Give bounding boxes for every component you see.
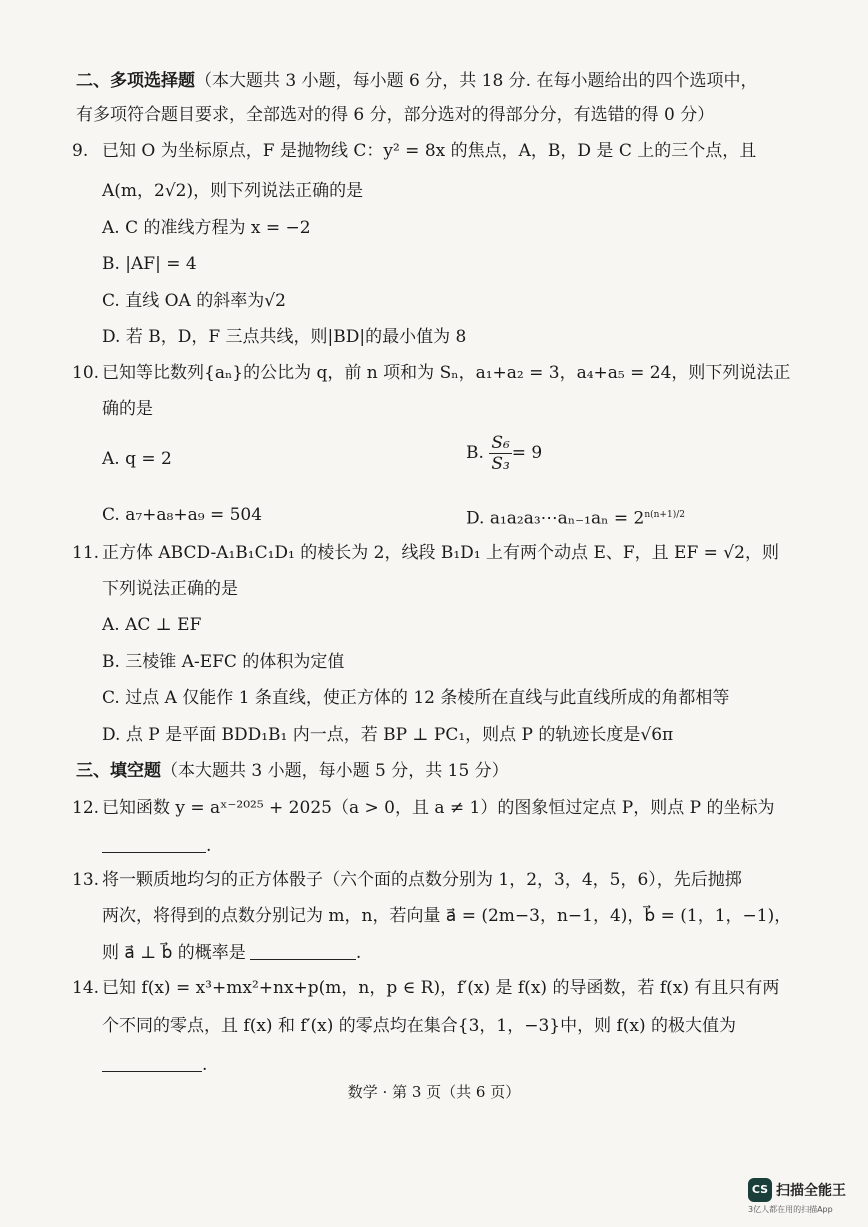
q11-number: 11. bbox=[72, 543, 100, 563]
q13-answer-line bbox=[102, 941, 361, 964]
q13-stem-1: 将一颗质地均匀的正方体骰子（六个面的点数分别为 1，2，3，4，5，6），先后抛掷 bbox=[102, 870, 742, 890]
q11-option-a: A. AC ⊥ EF bbox=[102, 615, 202, 635]
q13-number: 13. bbox=[72, 870, 100, 890]
q10-stem-1: 已知等比数列{aₙ}的公比为 q，前 n 项和为 Sₙ，a₁+a₂ = 3，a₄+a₅ = 24，则下列说法正 bbox=[102, 363, 791, 383]
q10-option-b-numerator: S₆ bbox=[491, 433, 510, 453]
q13-end: . bbox=[355, 943, 362, 963]
q14-answer-blank[interactable] bbox=[102, 1053, 202, 1072]
q9-stem-1: 已知 O 为坐标原点，F 是抛物线 C：y² = 8x 的焦点，A，B，D 是 C 上的三个点，且 bbox=[102, 141, 757, 161]
q12-answer-line bbox=[102, 834, 211, 857]
q12-line-1 bbox=[72, 797, 774, 819]
q14-line-1 bbox=[72, 977, 779, 999]
section-2-heading-line bbox=[76, 70, 758, 92]
q14-stem-2: 个不同的零点，且 f(x) 和 f′(x) 的零点均在集合{3，1，−3}中，则 f(x) 的极大值为 bbox=[102, 1016, 737, 1036]
q12-end: . bbox=[206, 836, 212, 856]
q14-answer-line bbox=[102, 1053, 207, 1076]
q10-option-c: C. a₇+a₈+a₉ = 504 bbox=[102, 505, 263, 525]
q11-option-b: B. 三棱锥 A-EFC 的体积为定值 bbox=[102, 652, 345, 672]
q9-option-b: B. |AF| = 4 bbox=[102, 254, 197, 274]
q10-option-d-text: D. a₁a₂a₃⋯aₙ₋₁aₙ = 2 bbox=[466, 508, 645, 529]
q10-stem-2: 确的是 bbox=[102, 399, 153, 419]
q9-number: 9. bbox=[72, 141, 89, 161]
q10-line-1 bbox=[72, 362, 790, 384]
q9-option-c: C. 直线 OA 的斜率为√2 bbox=[102, 291, 286, 311]
q9-line-1 bbox=[72, 140, 756, 162]
section-3-title: 三、填空题 bbox=[76, 761, 161, 781]
scanner-logo-badge: CS bbox=[748, 1178, 772, 1202]
q14-end: . bbox=[202, 1055, 208, 1075]
q14-stem-1: 已知 f(x) = x³+mx²+nx+p(m，n，p ∈ R)，f′(x) 是 f(x) 的导函数，若 f(x) 有且只有两 bbox=[102, 978, 780, 998]
q11-option-c: C. 过点 A 仅能作 1 条直线，使正方体的 12 条棱所在直线与此直线所成的角都相等 bbox=[102, 688, 730, 708]
q12-answer-blank[interactable] bbox=[102, 834, 206, 853]
q10-option-b bbox=[466, 432, 542, 474]
q10-option-d-exponent: n(n+1)/2 bbox=[644, 510, 685, 520]
q10-option-b-value: = 9 bbox=[511, 443, 543, 463]
section-2-title: 二、多项选择题 bbox=[76, 71, 195, 91]
section-2-desc-1: （本大题共 3 小题，每小题 6 分，共 18 分. 在每小题给出的四个选项中， bbox=[195, 71, 758, 91]
q12-stem-1: 已知函数 y = aˣ⁻²⁰²⁵ + 2025（a > 0，且 a ≠ 1）的图象恒过定点 P，则点 P 的坐标为 bbox=[102, 798, 775, 818]
section-3-desc: （本大题共 3 小题，每小题 5 分，共 15 分） bbox=[161, 761, 509, 781]
scanner-tagline: 3亿人都在用的扫描App bbox=[748, 1205, 833, 1214]
q10-option-b-fraction bbox=[489, 433, 511, 474]
q13-stem-3: 则 a⃗ ⊥ b⃗ 的概率是 bbox=[102, 943, 246, 963]
q14-number: 14. bbox=[72, 978, 100, 998]
q10-number: 10. bbox=[72, 363, 100, 383]
q11-stem-1: 正方体 ABCD-A₁B₁C₁D₁ 的棱长为 2，线段 B₁D₁ 上有两个动点 E、F，且 EF = √2，则 bbox=[102, 543, 779, 563]
q11-stem-2: 下列说法正确的是 bbox=[102, 579, 238, 599]
q13-answer-blank[interactable] bbox=[250, 941, 356, 960]
scanner-app-name: 扫描全能王 bbox=[776, 1183, 846, 1199]
q13-line-1 bbox=[72, 869, 742, 891]
page-footer: 数学 · 第 3 页（共 6 页） bbox=[347, 1083, 521, 1101]
q9-option-a: A. C 的准线方程为 x = −2 bbox=[102, 218, 311, 238]
q9-option-d: D. 若 B，D，F 三点共线，则|BD|的最小值为 8 bbox=[102, 327, 467, 347]
q12-number: 12. bbox=[72, 798, 100, 818]
q10-option-d bbox=[466, 504, 685, 530]
q11-line-1 bbox=[72, 542, 779, 564]
q9-stem-2: A(m，2√2)，则下列说法正确的是 bbox=[102, 181, 364, 201]
q10-option-b-denominator: S₃ bbox=[491, 454, 510, 474]
q11-option-d: D. 点 P 是平面 BDD₁B₁ 内一点，若 BP ⊥ PC₁，则点 P 的轨迹长度是√6π bbox=[102, 725, 674, 745]
q13-stem-2: 两次，将得到的点数分别记为 m，n，若向量 a⃗ = (2m−3，n−1，4)，b⃗ = (1，1，−1)， bbox=[102, 906, 792, 926]
q10-option-b-label: B. bbox=[466, 443, 484, 463]
section-2-desc-2: 有多项符合题目要求，全部选对的得 6 分，部分选对的得部分分，有选错的得 0 分） bbox=[76, 105, 715, 125]
section-3-heading-line bbox=[76, 760, 509, 782]
q10-option-a: A. q = 2 bbox=[102, 449, 172, 469]
scanner-watermark bbox=[748, 1176, 860, 1216]
